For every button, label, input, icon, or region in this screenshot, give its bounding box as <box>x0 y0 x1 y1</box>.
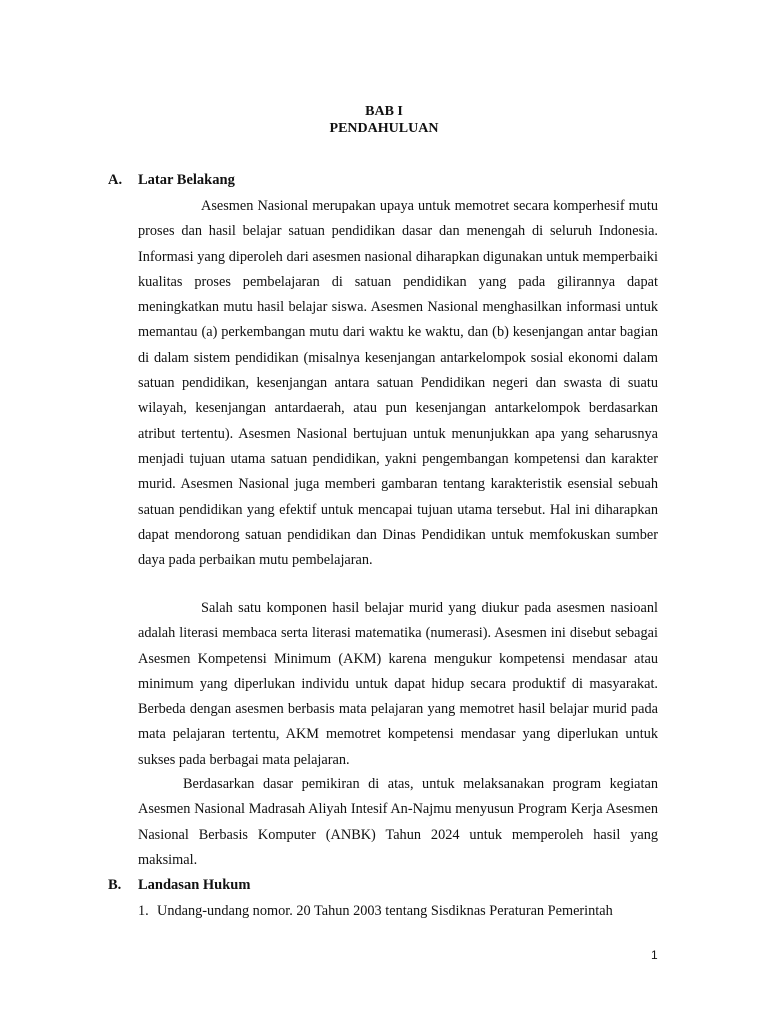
chapter-title: PENDAHULUAN <box>329 121 439 136</box>
section-letter: B. <box>108 877 122 893</box>
section-heading-a <box>108 171 235 189</box>
list-item-number: 1. <box>138 903 149 919</box>
page-number: 1 <box>651 948 658 962</box>
section-title: Landasan Hukum <box>138 877 251 893</box>
paragraph-latar-belakang-3: Berdasarkan dasar pemikiran di atas, untuk melaksanakan program kegiatan Asesmen Nasional Madrasah Aliyah Intesif An-Najmu menyusun Program Kerja Asesmen Nasional Berbasis Komputer (ANBK) Tahun 2024 untuk memperoleh hasil yang maksimal. <box>138 776 658 868</box>
paragraph-latar-belakang-2: Salah satu komponen hasil belajar murid yang diukur pada asesmen nasioanl adalah literasi membaca serta literasi matematika (numerasi). Asesmen ini disebut sebagai Asesmen Kompetensi Minimum (AKM) karena mengukur kompetensi mendasar atau minimum yang diperlukan individu untuk dapat hidup secara produktif di masyarakat. Berbeda dengan asesmen berbasis mata pelajaran yang memotret hasil belajar murid pada mata pelajaran tertentu, AKM memotret kompetensi mendasar yang diperlukan untuk sukses pada berbagai mata pelajaran. <box>138 600 658 768</box>
section-title: Latar Belakang <box>138 172 235 188</box>
paragraph-latar-belakang-1: Asesmen Nasional merupakan upaya untuk memotret secara komperhesif mutu proses dan hasil belajar satuan pendidikan dasar dan menengah di seluruh Indonesia. Informasi yang diperoleh dari asesmen nasional diharapkan digunakan untuk memperbaiki kualitas proses pembelajaran di satuan pendidikan yang pada gilirannya dapat meningkatkan mutu hasil belajar siswa. Asesmen Nasional menghasilkan informasi untuk memantau (a) perkembangan mutu dari waktu ke waktu, dan (b) kesenjangan antar bagian di dalam sistem pendidikan (misalnya kesenjangan antarkelompok sosial ekonomi dalam satuan pendidikan, kesenjangan antara satuan Pendidikan negeri dan swasta di suatu wilayah, kesenjangan antardaerah, atau pun kesenjangan antarkelompok berdasarkan atribut tertentu). Asesmen Nasional bertujuan untuk menunjukkan apa yang seharusnya menjadi tujuan utama satuan pendidikan, yakni pengembangan kompetensi dan karakter murid. Asesmen Nasional juga memberi gambaran tentang karakteristik esensial sebuah satuan pendidikan yang efektif untuk mencapai tujuan utama tersebut. Hal ini diharapkan dapat mendorong satuan pendidikan dan Dinas Pendidikan untuk memfokuskan sumber daya pada perbaikan mutu pembelajaran. <box>138 198 658 569</box>
list-item <box>138 899 658 924</box>
section-letter: A. <box>108 172 123 188</box>
chapter-label: BAB I <box>365 104 403 119</box>
list-item-text: Undang-undang nomor. 20 Tahun 2003 tentang Sisdiknas Peraturan Pemerintah <box>157 903 613 919</box>
section-heading-b <box>108 876 250 894</box>
